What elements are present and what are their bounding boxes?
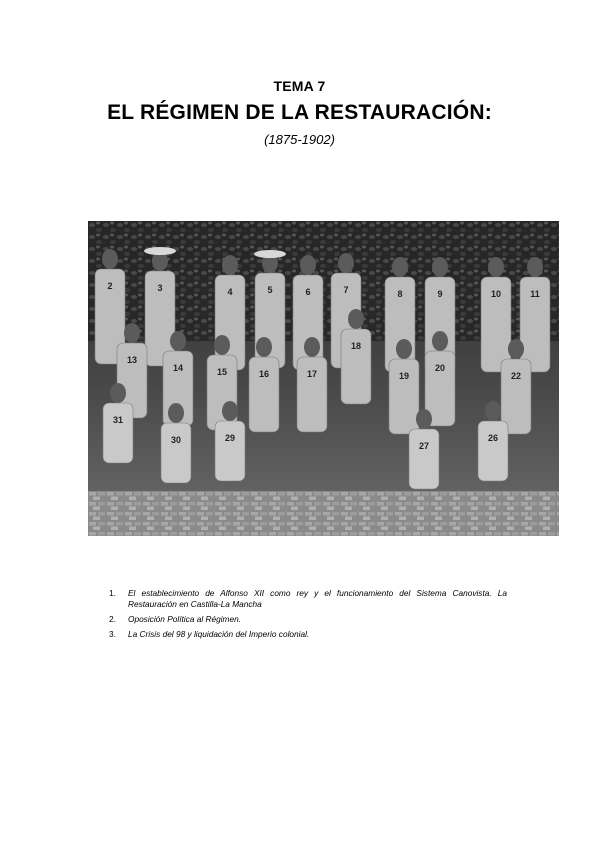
person-number-label: 29: [224, 433, 236, 443]
person-number-label: 5: [267, 285, 273, 295]
person-number-label: 10: [490, 289, 502, 299]
person-number-label: 6: [305, 287, 311, 297]
contents-item-number: 1.: [109, 588, 116, 598]
person-number-label: 18: [350, 341, 362, 351]
chapter-label: TEMA 7: [273, 78, 326, 94]
person-number-label: 8: [397, 289, 403, 299]
contents-item-number: 2.: [109, 614, 116, 624]
person-number-label: 9: [437, 289, 443, 299]
person-number-label: 13: [126, 355, 138, 365]
date-range: (1875-1902): [264, 132, 335, 147]
contents-item-1: [109, 588, 507, 610]
hat-shape: [144, 247, 176, 255]
hat-shape: [254, 250, 286, 258]
person-number-label: 3: [157, 283, 163, 293]
person-number-label: 14: [172, 363, 184, 373]
person-number-label: 4: [227, 287, 233, 297]
person-number-label: 19: [398, 371, 410, 381]
contents-item-text: Oposición Política al Régimen.: [128, 614, 241, 624]
contents-list: [109, 588, 507, 644]
contents-item-text: La Crisis del 98 y liquidación del Imperio colonial.: [128, 629, 310, 639]
person-number-label: 7: [343, 285, 349, 295]
person-number-label: 20: [434, 363, 446, 373]
contents-item-2: [109, 614, 507, 625]
page-title: EL RÉGIMEN DE LA RESTAURACIÓN:: [107, 101, 492, 124]
person-number-label: 27: [418, 441, 430, 451]
contents-item-number: 3.: [109, 629, 116, 639]
person-number-label: 17: [306, 369, 318, 379]
group-photograph: [88, 221, 559, 536]
person-number-label: 22: [510, 371, 522, 381]
person-number-label: 15: [216, 367, 228, 377]
person-number-label: 31: [112, 415, 124, 425]
person-number-label: 16: [258, 369, 270, 379]
contents-item-3: [109, 629, 507, 640]
person-number-label: 11: [530, 289, 540, 299]
person-number-label: 2: [107, 281, 113, 291]
contents-item-text: El establecimiento de Alfonso XII como rey y el funcionamiento del Sistema Canovista. La Restauración en Castilla-La Mancha: [128, 588, 507, 609]
person-number-label: 30: [170, 435, 182, 445]
person-number-label: 26: [487, 433, 499, 443]
